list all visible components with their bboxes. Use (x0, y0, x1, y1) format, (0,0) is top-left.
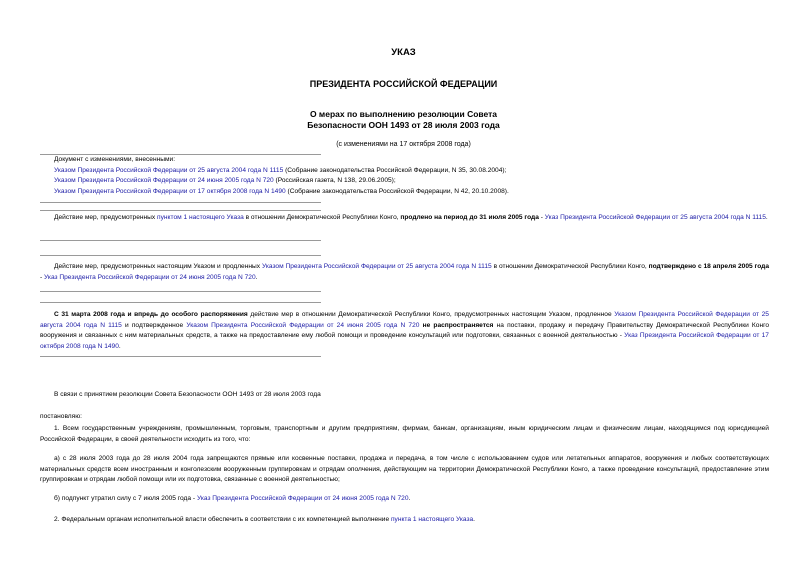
doc-title: УКАЗ (391, 47, 416, 58)
note-link[interactable]: Указ Президента Российской Федерации от 17 октября 2008 года N 1490 (40, 332, 769, 350)
item-1a: а) с 28 июля 2003 года до 28 июля 2004 года запрещаются прямые или косвенные поставки, продажа и передача, в том числе с использованием судов или летательных аппаратов, вооружения и любых соответствующих материальных средств всем иностранным и конголезским вооруженным группировкам и отрядам ополчения, действующим на территории Демократической Республики Конго, а также проведение консультаций, предоставление этим группировкам и отрядам любой помощи или их подготовка, связанные с военной деятельностью; (40, 455, 769, 483)
preamble: В связи с принятием резолюции Совета Безопасности ООН 1493 от 28 июля 2003 года (54, 391, 321, 398)
note-text: действие мер в отношении Демократической Республики Конго, предусмотренных настоящим Указом, продленное (247, 311, 615, 318)
note-emphasis: не распространяется (419, 321, 494, 329)
note-text: . (255, 273, 258, 281)
divider (40, 202, 321, 203)
item-1: 1. Всем государственным учреждениям, промышленным, торговым, транспортным и другим предприятиям, фирмам, банкам, организациям, иным юридическим лицам и физическим лицам, находящимся под юрисдикцией Российской Федерации, в своей деятельности исходить из того, что: (40, 425, 769, 443)
item-text: . (408, 495, 411, 502)
item-link[interactable]: Указ Президента Российской Федерации от 24 июня 2005 года N 720 (196, 495, 409, 502)
amendment-item (40, 166, 769, 177)
amendment-item (40, 176, 769, 187)
item-text: б) подпункт утратил силу с 7 июля 2005 года - (54, 495, 197, 502)
amendment-source: (Собрание законодательства Российской Федерации, N 42, 20.10.2008). (285, 187, 509, 195)
note-link[interactable]: Указом Президента Российской Федерации от 25 августа 2004 года N 1115 (261, 263, 492, 270)
note-link[interactable]: Указом Президента Российской Федерации от 25 августа 2004 года N 1115 (40, 311, 769, 329)
divider (40, 255, 321, 256)
amended-note: (с изменениями на 17 октября 2008 года) (336, 141, 471, 148)
item-text: . (473, 516, 475, 523)
divider (40, 302, 321, 303)
note-link[interactable]: Указ Президента Российской Федерации от 24 июня 2005 года N 720 (44, 273, 256, 281)
note-link[interactable]: пунктом 1 настоящего Указа (157, 214, 244, 221)
item-link[interactable]: пункта 1 настоящего Указа (390, 516, 474, 523)
item-2 (40, 515, 769, 526)
divider (40, 210, 321, 211)
note-text: . (118, 342, 121, 350)
item-1b (40, 494, 769, 505)
note-text: Действие мер, предусмотренных настоящим Указом и продленных (54, 263, 262, 270)
note-emphasis: продлено на период до 31 июля 2005 года (400, 214, 539, 221)
doc-subject-line2: Безопасности ООН 1493 от 28 июля 2003 года (307, 120, 500, 130)
doc-subject-line1: О мерах по выполнению резолюции Совета (309, 109, 498, 119)
note-text: в отношении Демократической Республики Конго, (243, 214, 401, 221)
amendment-link[interactable]: Указом Президента Российской Федерации от 24 июня 2005 года N 720 (54, 177, 274, 184)
note-emphasis: подтверждено с 18 апреля 2005 года (648, 263, 769, 270)
note-text: и подтвержденное (121, 321, 187, 329)
note-text: в отношении Демократической Республики Конго, (491, 263, 649, 270)
note-text: . (765, 214, 768, 221)
amendment-note-3 (40, 310, 769, 352)
note-text: на поставки, продажу и передачу Правительству Демократической Республики Конго вооружения и связанных с ним материальных средств, а также на предоставление ему любой помощи и проведение консультаций или подготовки, связанных с военной деятельностью - (40, 321, 770, 339)
divider (40, 291, 321, 292)
resolve-line: постановляю: (40, 413, 83, 420)
note-link[interactable]: Указом Президента Российской Федерации от 24 июня 2005 года N 720 (186, 321, 420, 329)
amendment-link[interactable]: Указом Президента Российской Федерации от 17 октября 2008 года N 1490 (54, 187, 286, 195)
divider (40, 240, 321, 241)
note-text: Действие мер, предусмотренных (54, 214, 158, 221)
doc-subject (0, 109, 807, 131)
amendment-source: (Российская газета, N 138, 29.06.2005); (273, 177, 396, 184)
amendment-source: (Собрание законодательства Российской Федерации, N 35, 30.08.2004); (283, 166, 507, 174)
doc-issuer: ПРЕЗИДЕНТА РОССИЙСКОЙ ФЕДЕРАЦИИ (309, 79, 498, 89)
amendments-intro: Документ с изменениями, внесенными: (54, 156, 176, 163)
note-text: - (40, 273, 45, 281)
amendments-block (40, 155, 769, 197)
divider (40, 356, 321, 357)
note-link[interactable]: Указ Президента Российской Федерации от 25 августа 2004 года N 1115 (544, 214, 766, 221)
amendment-item (40, 187, 769, 198)
note-text: - (538, 214, 545, 221)
item-text: 2. Федеральным органам исполнительной власти обеспечить в соответствии с их компетенцией выполнение (54, 516, 391, 523)
note-emphasis: С 31 марта 2008 года и впредь до особого распоряжения (54, 311, 248, 318)
amendment-note-1 (40, 213, 769, 224)
amendment-note-2 (40, 262, 769, 283)
amendment-link[interactable]: Указом Президента Российской Федерации от 25 августа 2004 года N 1115 (54, 166, 284, 174)
